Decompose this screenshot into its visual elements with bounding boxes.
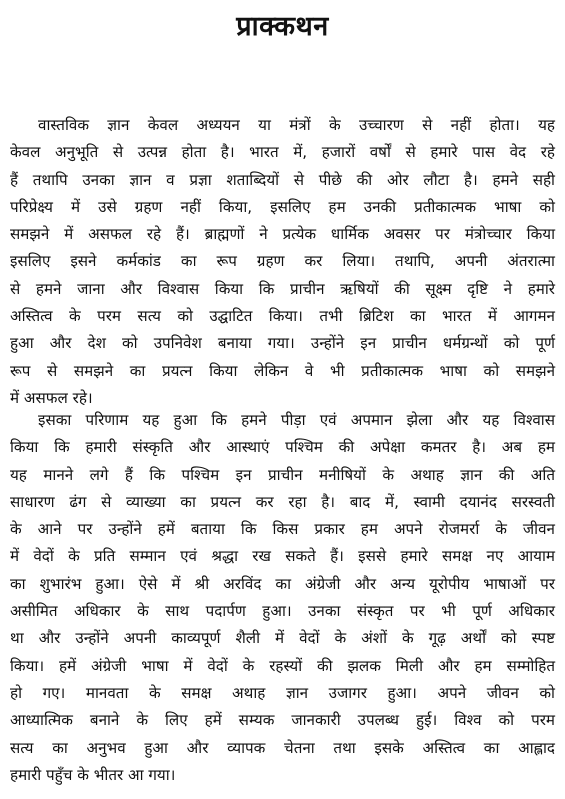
text-line: अस्तित्व के परम सत्य को उद्घाटित किया। तभी ब्रिटिश का भारत में आगमन xyxy=(10,307,555,326)
text-line: परिप्रेक्ष्य में उसे ग्रहण नहीं किया, इसलिए हम उनकी प्रतीकात्मक भाषा को xyxy=(10,197,555,216)
text-line: समझने में असफल रहे हैं। ब्राह्मणों ने प्रत्येक धार्मिक अवसर पर मंत्रोच्चार किया xyxy=(10,225,555,244)
text-line: रूप से समझने का प्रयत्न किया लेकिन वे भी प्रतीकात्मक भाषा को समझने xyxy=(10,361,555,380)
text-line: इसका परिणाम यह हुआ कि हमने पीड़ा एवं अपमान झेला और यह विश्वास xyxy=(38,411,555,429)
text-line: हमारी पहुँच के भीतर आ गया। xyxy=(10,765,176,784)
text-line: में वेदों के प्रति सम्मान एवं श्रद्धा रख सकते हैं। इससे हमारे समक्ष नए आयाम xyxy=(10,547,555,566)
text-line: हैं तथापि उनका ज्ञान व प्रज्ञा शताब्दियों से पीछे की ओर लौटा है। हमने सही xyxy=(10,170,555,189)
text-line: किया। हमें अंग्रेजी भाषा में वेदों के रहस्यों की झलक मिली और हम सम्मोहित xyxy=(10,656,555,675)
text-line: आध्यात्मिक बनाने के लिए हमें सम्यक जानकारी उपलब्ध हुई। विश्व को परम xyxy=(10,711,555,730)
text-line: से हमने जाना और विश्वास किया कि प्राचीन ऋषियों की सूक्ष्म दृष्टि ने हमारे xyxy=(10,279,555,298)
text-line: हो गए। मानवता के समक्ष अथाह ज्ञान उजागर हुआ। अपने जीवन को xyxy=(10,683,555,702)
text-line: असीमित अधिकार के साथ पदार्पण हुआ। उनका संस्कृत पर भी पूर्ण अधिकार xyxy=(10,602,555,621)
text-line: हुआ और देश को उपनिवेश बनाया गया। उन्होंने इन प्राचीन धर्मग्रन्थों को पूर्ण xyxy=(10,334,555,353)
text-line: किया कि हमारी संस्कृति और आस्थाएं पश्चिम की अपेक्षा कमतर है। अब हम xyxy=(10,438,555,457)
text-line: इसलिए इसने कर्मकांड का रूप ग्रहण कर लिया। तथापि, अपनी अंतरात्मा xyxy=(10,252,555,271)
text-line: केवल अनुभूति से उत्पन्न होता है। भारत में, हजारों वर्षों से हमारे पास वेद रहे xyxy=(10,143,555,162)
text-line: सत्य का अनुभव हुआ और व्यापक चेतना तथा इसके अस्तित्व का आह्लाद xyxy=(10,738,555,757)
text-line: का शुभारंभ हुआ। ऐसे में श्री अरविंद का अंग्रेजी और अन्य यूरोपीय भाषाओं पर xyxy=(10,574,555,593)
paragraph-1 xyxy=(10,112,555,412)
text-line: यह मानने लगे हैं कि पश्चिम इन प्राचीन मनीषियों के अथाह ज्ञान की अति xyxy=(10,465,555,484)
text-line: के आने पर उन्होंने हमें बताया कि किस प्रकार हम अपने रोजमर्रा के जीवन xyxy=(10,520,555,539)
text-line: में असफल रहे। xyxy=(10,388,93,407)
paragraph-2 xyxy=(10,407,555,789)
page-title: प्राक्कथन xyxy=(236,11,329,42)
text-line: वास्तविक ज्ञान केवल अध्ययन या मंत्रों के उच्चारण से नहीं होता। यह xyxy=(38,116,555,134)
text-line: साधारण ढंग से व्याख्या का प्रयत्न कर रहा है। बाद में, स्वामी दयानंद सरस्वती xyxy=(10,492,555,511)
text-line: था और उन्होंने अपनी काव्यपूर्ण शैली में वेदों के अंशों के गूढ़ अर्थों को स्पष्ट xyxy=(10,629,555,648)
